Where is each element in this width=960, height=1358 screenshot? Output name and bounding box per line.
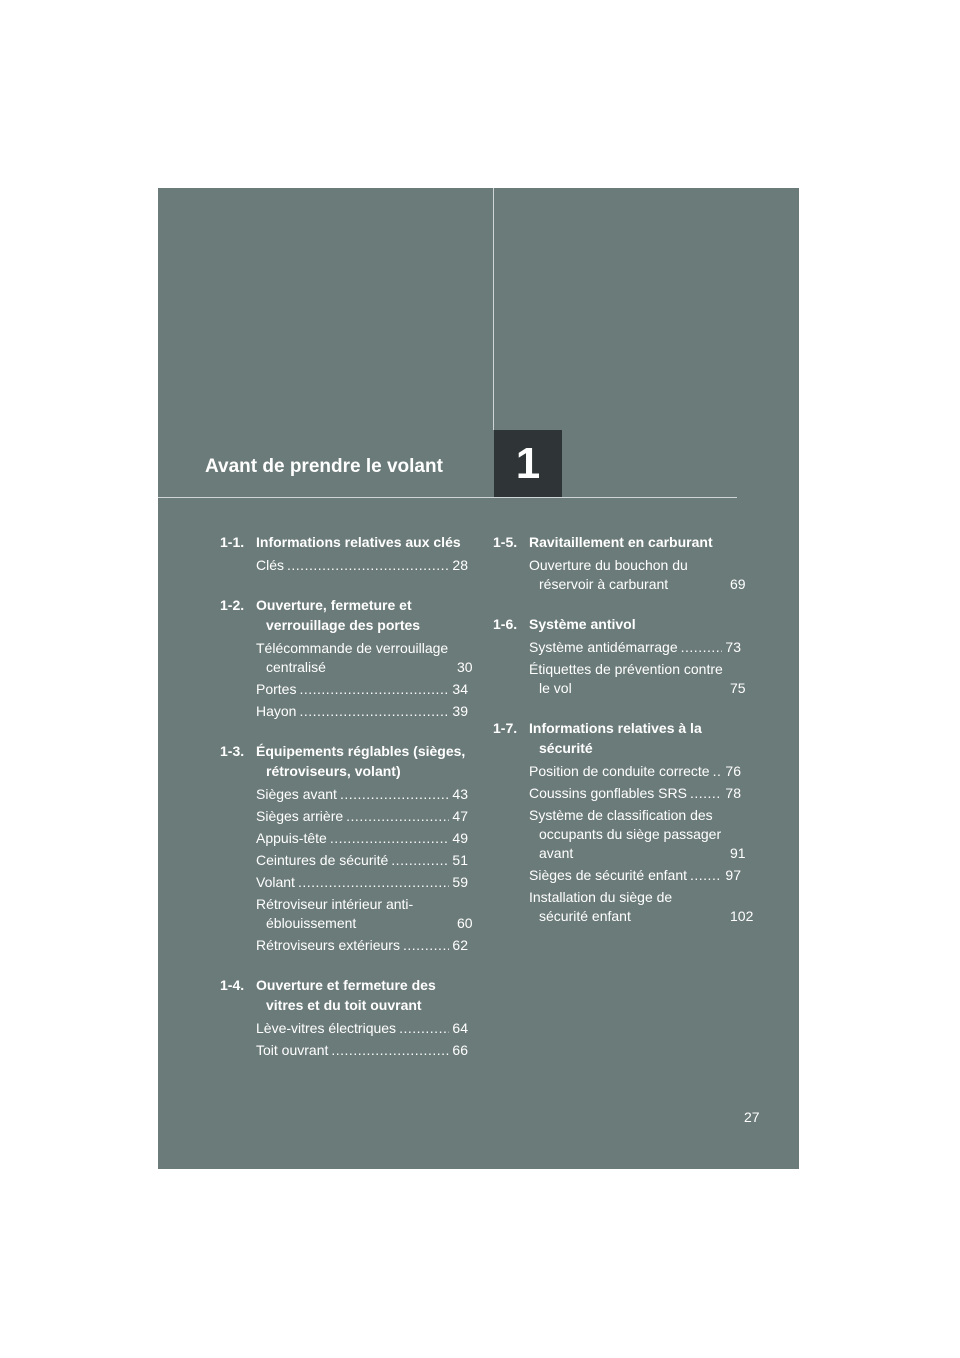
toc-entry[interactable] [529,784,741,803]
entry-label: Sièges de sécurité enfant [529,867,687,883]
toc-entry[interactable] [256,873,468,892]
toc-section [220,741,473,955]
section-title: Informations relatives à la sécurité [529,720,702,756]
section-title: Ouverture et fermeture des vitres et du toit ouvrant [256,977,436,1013]
toc-section [220,595,473,721]
entry-label: Ouverture du bouchon du réservoir à carburant [529,557,688,592]
entry-page-number: 76 [725,763,741,779]
section-heading[interactable] [493,532,741,552]
entry-page-number: 59 [452,874,468,890]
section-number: 1-1. [220,534,245,550]
section-number: 1-2. [220,597,245,613]
entry-page-number: 102 [730,908,754,924]
toc-entry[interactable] [256,807,468,826]
section-number: 1-3. [220,743,245,759]
entry-label: Ceintures de sécurité [256,852,389,868]
section-number: 1-7. [493,720,518,736]
entry-page-number: 73 [725,639,741,655]
entry-label: Installation du siège de sécurité enfant [529,889,673,924]
dot-leader [330,829,450,848]
toc-entry[interactable] [256,556,468,575]
entry-label: Rétroviseurs extérieurs [256,937,400,953]
divider-horizontal [158,497,737,498]
toc-entry[interactable] [529,762,741,781]
dot-leader [391,851,449,870]
toc-entry[interactable] [529,866,741,885]
toc-entry[interactable] [529,888,754,926]
entry-label: Télécommande de verrouillage centralisé [256,640,449,675]
entry-label: Clés [256,557,285,573]
dot-leader [399,1019,449,1038]
toc-section [220,975,468,1060]
entry-page-number: 69 [730,576,746,592]
toc-entry[interactable] [529,806,746,863]
section-number: 1-4. [220,977,245,993]
toc-entry[interactable] [529,660,746,698]
chapter-title: Avant de prendre le volant [205,456,443,477]
chapter-panel [158,188,799,1169]
entry-label: Étiquettes de prévention contre le vol [529,661,723,696]
toc-section [493,532,746,594]
dot-leader [299,702,449,721]
dot-leader [403,936,449,955]
entry-label: Lève-vitres électriques [256,1020,397,1036]
dot-leader [346,807,449,826]
entry-label: Système antidémarrage [529,639,678,655]
toc-entry[interactable] [256,895,473,933]
toc-entry[interactable] [529,556,746,594]
dot-leader [713,762,723,781]
dot-leader [681,638,723,657]
chapter-number-badge [494,430,562,497]
entry-page-number: 62 [452,937,468,953]
entry-page-number: 91 [730,845,746,861]
toc-column-right [493,532,754,946]
toc-entry[interactable] [256,1019,468,1038]
section-heading[interactable] [493,718,741,758]
toc-entry[interactable] [256,680,468,699]
section-heading[interactable] [220,741,468,781]
section-title: Système antivol [529,616,636,632]
toc-entry[interactable] [256,1041,468,1060]
dot-leader [298,873,449,892]
entry-label: Toit ouvrant [256,1042,329,1058]
section-title: Équipements réglables (sièges, rétroviseurs, volant) [256,743,466,779]
toc-entry[interactable] [256,785,468,804]
dot-leader [690,866,722,885]
chapter-number: 1 [515,438,541,488]
toc-entry[interactable] [256,702,468,721]
toc-column-left [220,532,473,1080]
section-number: 1-5. [493,534,518,550]
dot-leader [331,1041,449,1060]
entry-page-number: 75 [730,680,746,696]
entry-page-number: 34 [452,681,468,697]
entry-page-number: 97 [725,867,741,883]
toc-section [493,614,746,698]
toc-entry[interactable] [529,638,741,657]
dot-leader [299,680,449,699]
section-title: Informations relatives aux clés [256,534,461,550]
entry-page-number: 39 [452,703,468,719]
toc-entry[interactable] [256,851,468,870]
toc-entry[interactable] [256,829,468,848]
entry-label: Appuis-tête [256,830,327,846]
entry-page-number: 43 [452,786,468,802]
divider-vertical [493,188,494,430]
entry-label: Position de conduite correcte [529,763,710,779]
toc-section [493,718,754,926]
entry-page-number: 66 [452,1042,468,1058]
entry-label: Sièges arrière [256,808,344,824]
toc-entry[interactable] [256,936,468,955]
entry-label: Sièges avant [256,786,337,802]
entry-label: Hayon [256,703,297,719]
entry-page-number: 49 [452,830,468,846]
page-number: 27 [744,1109,760,1125]
entry-page-number: 78 [725,785,741,801]
section-heading[interactable] [220,595,468,635]
section-title: Ouverture, fermeture et verrouillage des portes [256,597,421,633]
section-heading[interactable] [493,614,741,634]
entry-label: Système de classification des occupants du siège passager avant [529,807,722,861]
entry-page-number: 47 [452,808,468,824]
entry-page-number: 64 [452,1020,468,1036]
entry-label: Volant [256,874,295,890]
section-heading[interactable] [220,975,468,1015]
entry-label: Portes [256,681,297,697]
dot-leader [340,785,449,804]
entry-page-number: 28 [452,557,468,573]
section-title: Ravitaillement en carburant [529,534,713,550]
toc-entry[interactable] [256,639,473,677]
entry-page-number: 60 [457,915,473,931]
dot-leader [287,556,449,575]
section-number: 1-6. [493,616,518,632]
toc-section [220,532,468,575]
dot-leader [690,784,722,803]
section-heading[interactable] [220,532,468,552]
entry-label: Coussins gonflables SRS [529,785,687,801]
entry-label: Rétroviseur intérieur anti-éblouissement [256,896,414,931]
entry-page-number: 51 [452,852,468,868]
entry-page-number: 30 [457,659,473,675]
